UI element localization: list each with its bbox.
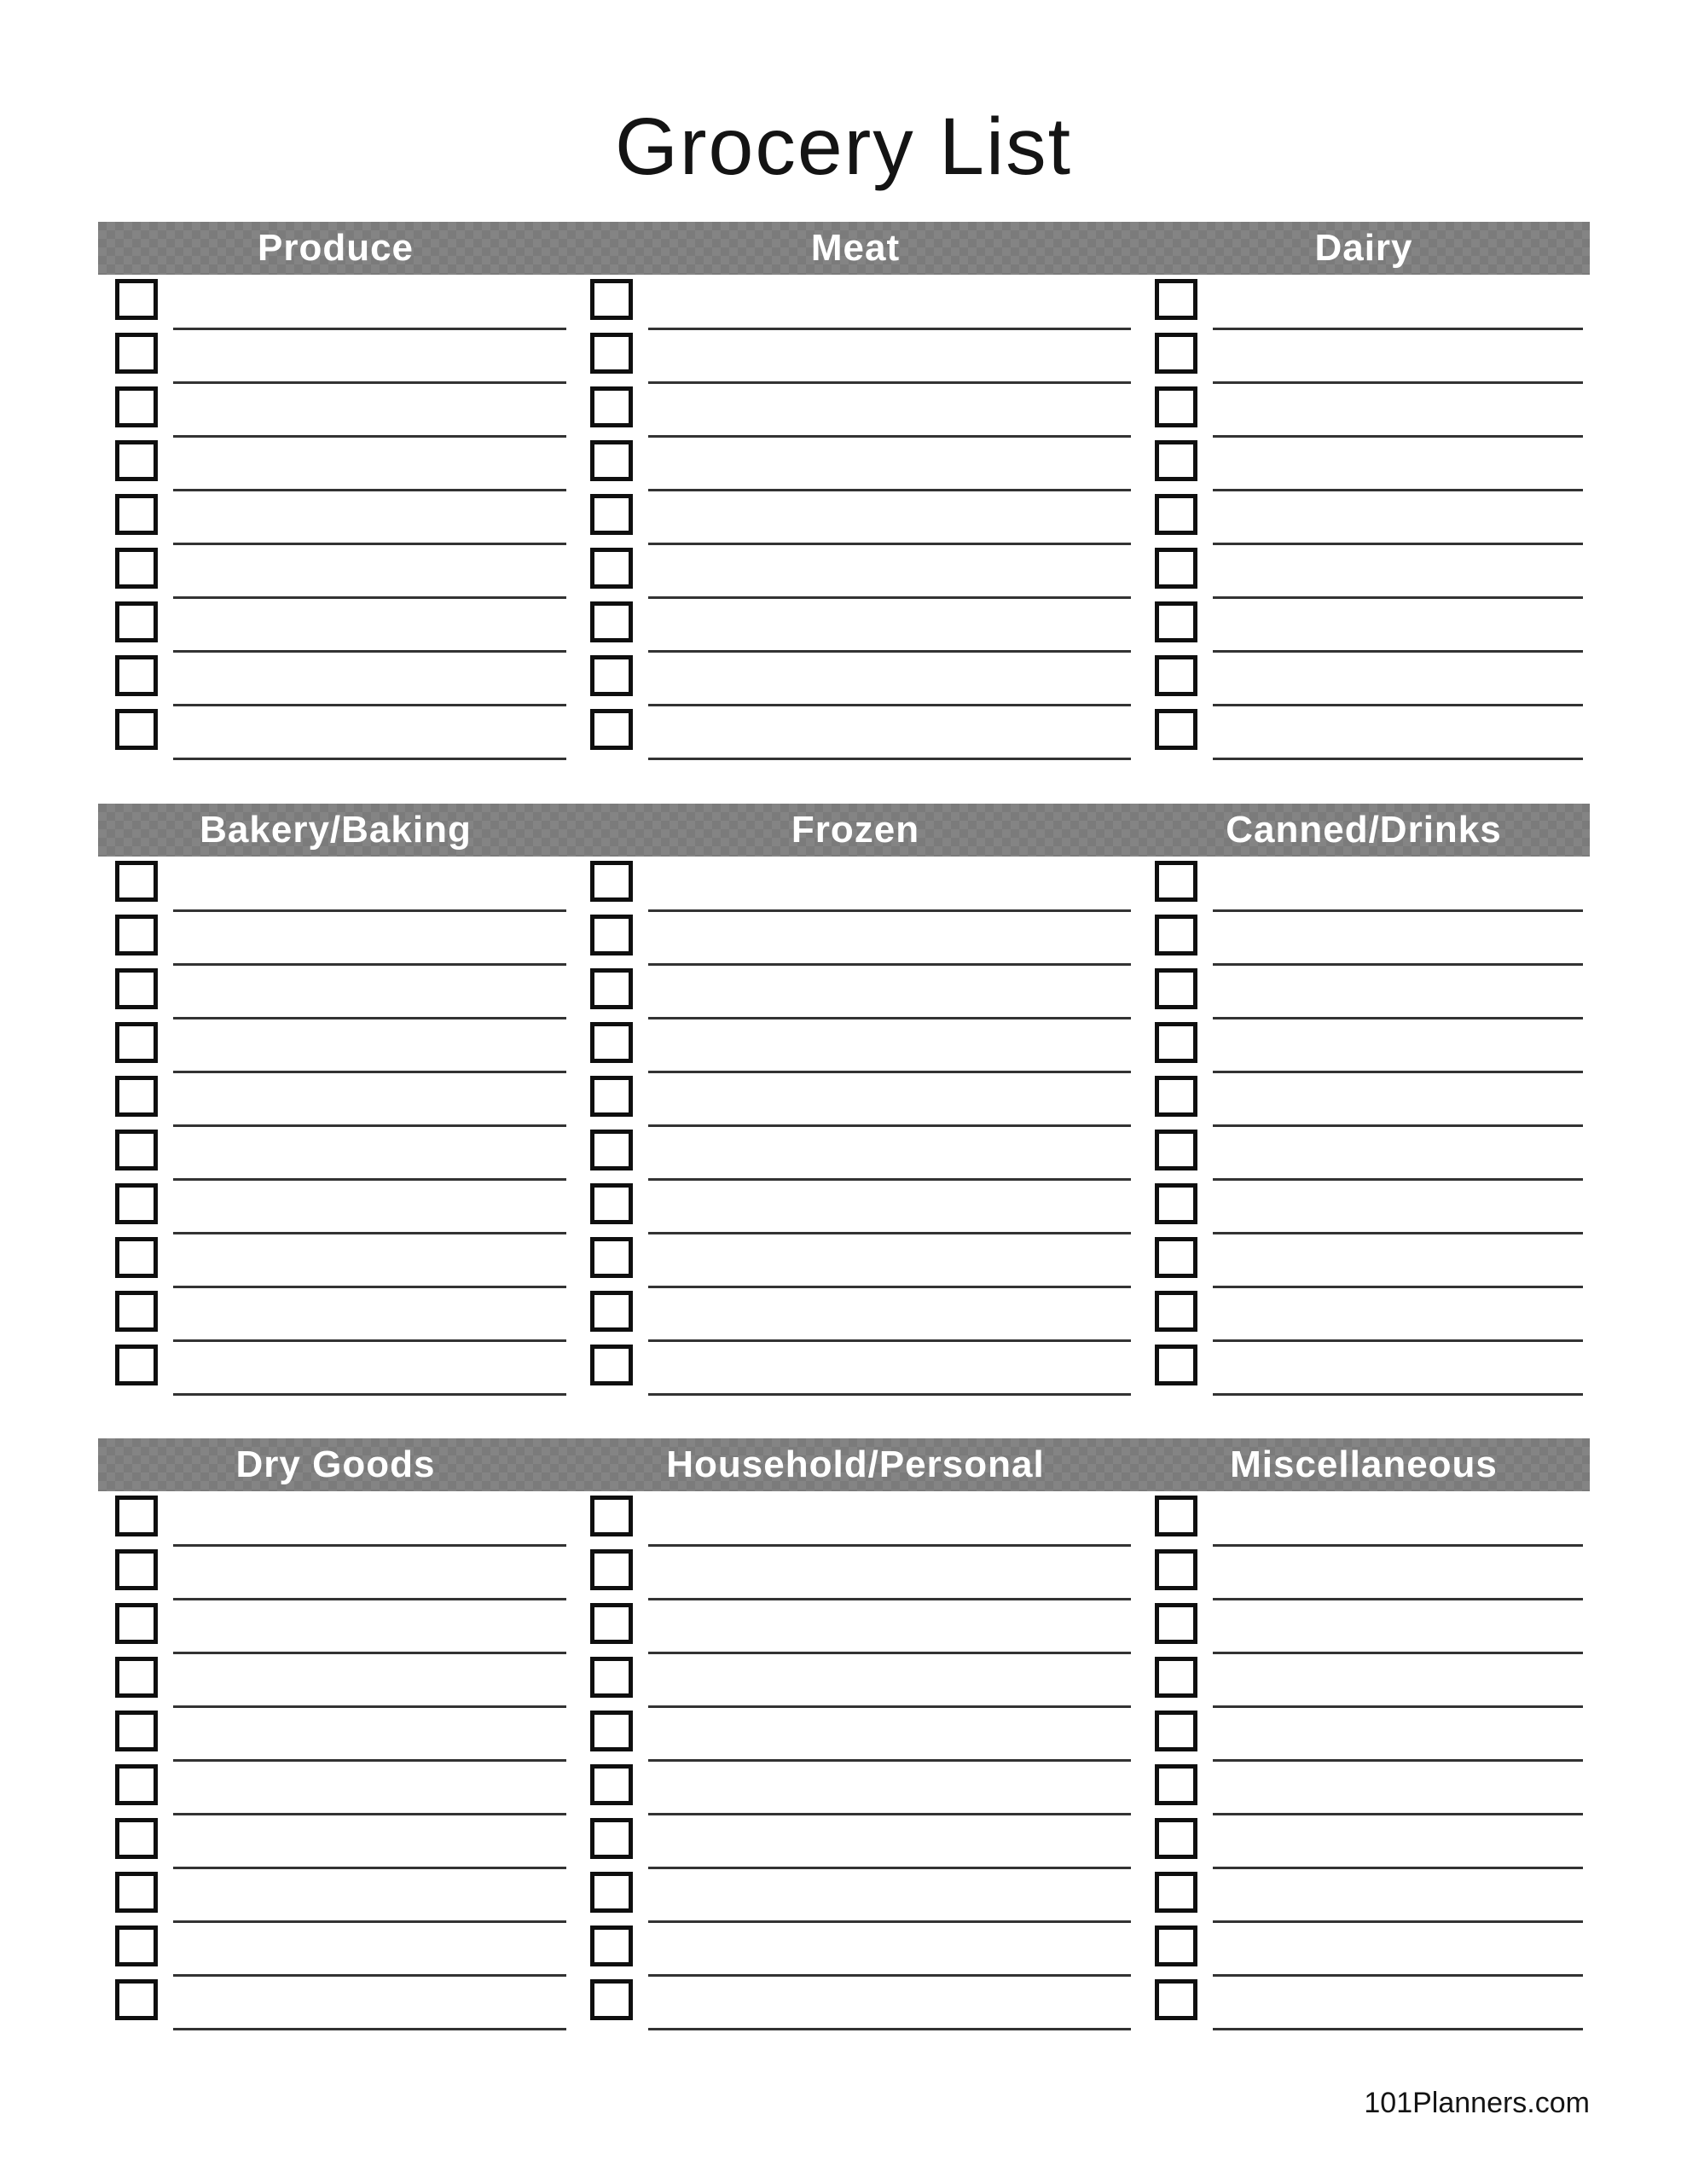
item-write-line[interactable] xyxy=(648,758,1131,760)
item-write-line[interactable] xyxy=(1213,381,1583,384)
item-checkbox[interactable] xyxy=(115,655,158,696)
item-checkbox[interactable] xyxy=(115,1183,158,1224)
item-write-line[interactable] xyxy=(648,1071,1131,1073)
item-write-line[interactable] xyxy=(648,1867,1131,1869)
item-checkbox[interactable] xyxy=(1155,386,1197,427)
list-item-row xyxy=(1138,1872,1590,1926)
item-checkbox[interactable] xyxy=(1155,279,1197,320)
list-item-row xyxy=(98,1291,573,1345)
list-item-row xyxy=(98,279,573,333)
item-checkbox[interactable] xyxy=(115,386,158,427)
list-item-row xyxy=(98,915,573,968)
list-item-row xyxy=(573,1237,1138,1291)
section xyxy=(98,222,1590,763)
item-checkbox[interactable] xyxy=(590,1130,633,1170)
list-item-row xyxy=(1138,1926,1590,1979)
item-checkbox[interactable] xyxy=(590,386,633,427)
item-checkbox[interactable] xyxy=(1155,1764,1197,1805)
item-write-line[interactable] xyxy=(173,1598,566,1600)
item-checkbox[interactable] xyxy=(115,440,158,481)
item-checkbox[interactable] xyxy=(115,861,158,902)
item-checkbox[interactable] xyxy=(115,1926,158,1966)
item-checkbox[interactable] xyxy=(590,1237,633,1278)
item-checkbox[interactable] xyxy=(115,1549,158,1590)
item-write-line[interactable] xyxy=(648,2028,1131,2030)
list-item-row xyxy=(1138,655,1590,709)
item-checkbox[interactable] xyxy=(590,709,633,750)
item-write-line[interactable] xyxy=(173,1393,566,1396)
list-item-row xyxy=(98,1549,573,1603)
item-checkbox[interactable] xyxy=(590,1496,633,1536)
item-checkbox[interactable] xyxy=(115,1818,158,1859)
list-item-row xyxy=(573,709,1138,763)
item-checkbox[interactable] xyxy=(1155,1549,1197,1590)
item-write-line[interactable] xyxy=(648,435,1131,438)
list-item-row xyxy=(1138,601,1590,655)
item-write-line[interactable] xyxy=(1213,1124,1583,1127)
item-write-line[interactable] xyxy=(648,1017,1131,1019)
item-write-line[interactable] xyxy=(1213,1705,1583,1708)
item-checkbox[interactable] xyxy=(1155,968,1197,1009)
list-item-row xyxy=(573,1657,1138,1711)
item-write-line[interactable] xyxy=(1213,1974,1583,1977)
item-write-line[interactable] xyxy=(1213,435,1583,438)
list-item-row xyxy=(98,1818,573,1872)
item-checkbox[interactable] xyxy=(590,1291,633,1332)
list-item-row xyxy=(1138,968,1590,1022)
list-item-row xyxy=(573,1130,1138,1183)
item-write-line[interactable] xyxy=(1213,963,1583,966)
item-write-line[interactable] xyxy=(1213,1867,1583,1869)
item-checkbox[interactable] xyxy=(115,1657,158,1698)
item-checkbox[interactable] xyxy=(1155,440,1197,481)
category-header: Bakery/Baking xyxy=(200,809,472,851)
list-item-row xyxy=(1138,333,1590,386)
list-item-row xyxy=(1138,1979,1590,2033)
list-item-row xyxy=(98,709,573,763)
item-checkbox[interactable] xyxy=(1155,1657,1197,1698)
list-item-row xyxy=(98,601,573,655)
item-write-line[interactable] xyxy=(648,489,1131,491)
list-item-row xyxy=(573,1183,1138,1237)
list-item-row xyxy=(573,915,1138,968)
list-item-row xyxy=(1138,1549,1590,1603)
list-item-row xyxy=(98,1345,573,1398)
list-item-row xyxy=(1138,386,1590,440)
item-write-line[interactable] xyxy=(173,1544,566,1547)
item-write-line[interactable] xyxy=(1213,758,1583,760)
section-header-bar xyxy=(98,1438,1590,1491)
list-item-row xyxy=(573,1764,1138,1818)
item-checkbox[interactable] xyxy=(1155,1345,1197,1385)
item-checkbox[interactable] xyxy=(590,279,633,320)
item-write-line[interactable] xyxy=(1213,543,1583,545)
item-write-line[interactable] xyxy=(1213,1759,1583,1762)
list-item-row xyxy=(1138,1345,1590,1398)
list-item-row xyxy=(573,601,1138,655)
item-write-line[interactable] xyxy=(173,381,566,384)
item-write-line[interactable] xyxy=(173,963,566,966)
item-write-line[interactable] xyxy=(1213,1813,1583,1815)
list-item-row xyxy=(1138,1818,1590,1872)
list-item-row xyxy=(98,1926,573,1979)
item-write-line[interactable] xyxy=(173,1705,566,1708)
item-checkbox[interactable] xyxy=(590,1926,633,1966)
list-item-row xyxy=(98,968,573,1022)
item-write-line[interactable] xyxy=(173,1974,566,1977)
item-write-line[interactable] xyxy=(1213,1017,1583,1019)
list-item-row xyxy=(98,440,573,494)
item-write-line[interactable] xyxy=(648,1232,1131,1234)
item-checkbox[interactable] xyxy=(115,1345,158,1385)
list-item-row xyxy=(98,1022,573,1076)
item-checkbox[interactable] xyxy=(115,279,158,320)
item-write-line[interactable] xyxy=(1213,1544,1583,1547)
category-column xyxy=(98,861,573,1398)
item-checkbox[interactable] xyxy=(590,1979,633,2020)
list-item-row xyxy=(98,1130,573,1183)
section-header-bar xyxy=(98,804,1590,857)
item-checkbox[interactable] xyxy=(115,1496,158,1536)
item-write-line[interactable] xyxy=(648,381,1131,384)
item-checkbox[interactable] xyxy=(590,548,633,589)
list-item-row xyxy=(573,386,1138,440)
item-checkbox[interactable] xyxy=(1155,1237,1197,1278)
list-item-row xyxy=(573,494,1138,548)
list-item-row xyxy=(573,968,1138,1022)
item-write-line[interactable] xyxy=(173,1339,566,1342)
list-item-row xyxy=(1138,1603,1590,1657)
item-checkbox[interactable] xyxy=(1155,1183,1197,1224)
item-checkbox[interactable] xyxy=(1155,1076,1197,1117)
item-checkbox[interactable] xyxy=(590,1764,633,1805)
list-item-row xyxy=(98,655,573,709)
item-write-line[interactable] xyxy=(173,1071,566,1073)
section xyxy=(98,1438,1590,2033)
item-write-line[interactable] xyxy=(173,758,566,760)
item-write-line[interactable] xyxy=(173,1920,566,1923)
item-write-line[interactable] xyxy=(1213,1178,1583,1181)
item-write-line[interactable] xyxy=(173,1813,566,1815)
list-item-row xyxy=(98,333,573,386)
list-item-row xyxy=(1138,861,1590,915)
item-write-line[interactable] xyxy=(1213,1339,1583,1342)
item-write-line[interactable] xyxy=(648,1598,1131,1600)
item-write-line[interactable] xyxy=(173,1178,566,1181)
list-item-row xyxy=(98,1076,573,1130)
item-write-line[interactable] xyxy=(648,1759,1131,1762)
item-checkbox[interactable] xyxy=(1155,1022,1197,1063)
category-columns xyxy=(98,1491,1590,2033)
list-item-row xyxy=(1138,1076,1590,1130)
item-checkbox[interactable] xyxy=(590,333,633,374)
list-item-row xyxy=(98,548,573,601)
list-item-row xyxy=(573,548,1138,601)
item-write-line[interactable] xyxy=(648,596,1131,599)
list-item-row xyxy=(98,1603,573,1657)
list-item-row xyxy=(98,386,573,440)
item-checkbox[interactable] xyxy=(1155,709,1197,750)
list-item-row xyxy=(98,1711,573,1764)
list-item-row xyxy=(573,1345,1138,1398)
list-item-row xyxy=(573,1496,1138,1549)
item-write-line[interactable] xyxy=(648,328,1131,330)
item-checkbox[interactable] xyxy=(115,915,158,956)
category-header: Produce xyxy=(257,227,415,269)
list-item-row xyxy=(98,1872,573,1926)
category-header: Canned/Drinks xyxy=(1226,809,1502,851)
item-write-line[interactable] xyxy=(173,704,566,706)
list-item-row xyxy=(1138,279,1590,333)
item-checkbox[interactable] xyxy=(115,1979,158,2020)
list-item-row xyxy=(1138,1657,1590,1711)
list-item-row xyxy=(573,655,1138,709)
category-header: Miscellaneous xyxy=(1230,1443,1498,1485)
item-write-line[interactable] xyxy=(173,543,566,545)
item-write-line[interactable] xyxy=(173,1232,566,1234)
item-write-line[interactable] xyxy=(648,704,1131,706)
list-item-row xyxy=(573,1818,1138,1872)
item-write-line[interactable] xyxy=(173,650,566,653)
item-checkbox[interactable] xyxy=(590,440,633,481)
item-write-line[interactable] xyxy=(173,596,566,599)
item-checkbox[interactable] xyxy=(590,915,633,956)
item-checkbox[interactable] xyxy=(590,655,633,696)
item-write-line[interactable] xyxy=(648,1286,1131,1288)
item-write-line[interactable] xyxy=(173,328,566,330)
item-write-line[interactable] xyxy=(648,650,1131,653)
list-item-row xyxy=(98,494,573,548)
item-checkbox[interactable] xyxy=(1155,1926,1197,1966)
item-checkbox[interactable] xyxy=(590,494,633,535)
list-item-row xyxy=(1138,548,1590,601)
item-checkbox[interactable] xyxy=(115,548,158,589)
item-checkbox[interactable] xyxy=(1155,1711,1197,1751)
footer-site-text: 101Planners.com xyxy=(1364,2087,1590,2119)
category-header: Meat xyxy=(810,227,901,269)
item-write-line[interactable] xyxy=(1213,1286,1583,1288)
category-column xyxy=(573,861,1138,1398)
item-write-line[interactable] xyxy=(173,489,566,491)
item-checkbox[interactable] xyxy=(115,1711,158,1751)
list-item-row xyxy=(573,1076,1138,1130)
item-write-line[interactable] xyxy=(1213,1232,1583,1234)
item-checkbox[interactable] xyxy=(1155,1291,1197,1332)
item-write-line[interactable] xyxy=(1213,1598,1583,1600)
item-checkbox[interactable] xyxy=(590,1818,633,1859)
section-header-bar xyxy=(98,222,1590,275)
item-checkbox[interactable] xyxy=(1155,1130,1197,1170)
category-header: Frozen xyxy=(791,809,920,851)
item-write-line[interactable] xyxy=(173,1652,566,1654)
item-checkbox[interactable] xyxy=(1155,1872,1197,1913)
item-checkbox[interactable] xyxy=(590,1022,633,1063)
item-checkbox[interactable] xyxy=(115,968,158,1009)
item-checkbox[interactable] xyxy=(590,1657,633,1698)
item-write-line[interactable] xyxy=(1213,1393,1583,1396)
list-item-row xyxy=(1138,1291,1590,1345)
item-checkbox[interactable] xyxy=(115,1237,158,1278)
item-checkbox[interactable] xyxy=(590,1183,633,1224)
item-checkbox[interactable] xyxy=(115,1764,158,1805)
list-item-row xyxy=(573,279,1138,333)
item-write-line[interactable] xyxy=(173,435,566,438)
item-checkbox[interactable] xyxy=(590,1076,633,1117)
list-item-row xyxy=(1138,1022,1590,1076)
category-column xyxy=(98,279,573,763)
item-write-line[interactable] xyxy=(1213,1652,1583,1654)
item-checkbox[interactable] xyxy=(1155,601,1197,642)
item-write-line[interactable] xyxy=(1213,909,1583,912)
item-write-line[interactable] xyxy=(648,1813,1131,1815)
item-write-line[interactable] xyxy=(648,963,1131,966)
list-item-row xyxy=(98,1657,573,1711)
item-checkbox[interactable] xyxy=(1155,548,1197,589)
list-item-row xyxy=(1138,440,1590,494)
list-item-row xyxy=(1138,494,1590,548)
category-header: Dry Goods xyxy=(235,1443,436,1485)
item-write-line[interactable] xyxy=(173,909,566,912)
item-write-line[interactable] xyxy=(1213,328,1583,330)
item-checkbox[interactable] xyxy=(115,1291,158,1332)
section xyxy=(98,804,1590,1398)
item-checkbox[interactable] xyxy=(1155,861,1197,902)
list-item-row xyxy=(1138,1130,1590,1183)
item-write-line[interactable] xyxy=(173,2028,566,2030)
item-checkbox[interactable] xyxy=(590,968,633,1009)
item-checkbox[interactable] xyxy=(115,1076,158,1117)
item-write-line[interactable] xyxy=(648,1393,1131,1396)
list-item-row xyxy=(573,1022,1138,1076)
category-column xyxy=(573,279,1138,763)
list-item-row xyxy=(98,1979,573,2033)
list-item-row xyxy=(573,440,1138,494)
list-item-row xyxy=(573,333,1138,386)
item-checkbox[interactable] xyxy=(115,1130,158,1170)
item-write-line[interactable] xyxy=(648,1920,1131,1923)
list-item-row xyxy=(573,1926,1138,1979)
item-write-line[interactable] xyxy=(648,1178,1131,1181)
list-item-row xyxy=(1138,1183,1590,1237)
category-column xyxy=(1138,279,1590,763)
item-checkbox[interactable] xyxy=(115,601,158,642)
item-checkbox[interactable] xyxy=(1155,1979,1197,2020)
list-item-row xyxy=(98,1496,573,1549)
item-checkbox[interactable] xyxy=(590,601,633,642)
item-checkbox[interactable] xyxy=(1155,494,1197,535)
category-column xyxy=(98,1496,573,2033)
item-write-line[interactable] xyxy=(648,1339,1131,1342)
item-write-line[interactable] xyxy=(173,1017,566,1019)
list-item-row xyxy=(1138,1764,1590,1818)
item-checkbox[interactable] xyxy=(1155,1603,1197,1644)
item-write-line[interactable] xyxy=(173,1867,566,1869)
list-item-row xyxy=(1138,1496,1590,1549)
item-checkbox[interactable] xyxy=(590,1345,633,1385)
list-item-row xyxy=(98,861,573,915)
item-write-line[interactable] xyxy=(648,1124,1131,1127)
list-item-row xyxy=(1138,709,1590,763)
item-checkbox[interactable] xyxy=(115,1603,158,1644)
item-checkbox[interactable] xyxy=(1155,915,1197,956)
list-item-row xyxy=(98,1764,573,1818)
list-item-row xyxy=(573,1603,1138,1657)
item-write-line[interactable] xyxy=(1213,596,1583,599)
list-item-row xyxy=(573,1979,1138,2033)
item-checkbox[interactable] xyxy=(115,494,158,535)
item-write-line[interactable] xyxy=(648,1974,1131,1977)
item-write-line[interactable] xyxy=(1213,1071,1583,1073)
item-write-line[interactable] xyxy=(173,1124,566,1127)
item-checkbox[interactable] xyxy=(590,1549,633,1590)
category-columns xyxy=(98,857,1590,1398)
list-item-row xyxy=(1138,1711,1590,1764)
item-write-line[interactable] xyxy=(1213,650,1583,653)
item-checkbox[interactable] xyxy=(115,709,158,750)
item-checkbox[interactable] xyxy=(1155,1818,1197,1859)
item-write-line[interactable] xyxy=(648,1652,1131,1654)
item-write-line[interactable] xyxy=(1213,2028,1583,2030)
list-item-row xyxy=(573,861,1138,915)
list-item-row xyxy=(573,1549,1138,1603)
item-checkbox[interactable] xyxy=(115,333,158,374)
category-columns xyxy=(98,275,1590,763)
item-write-line[interactable] xyxy=(648,1544,1131,1547)
list-item-row xyxy=(573,1711,1138,1764)
category-header: Household/Personal xyxy=(666,1443,1045,1485)
item-write-line[interactable] xyxy=(1213,489,1583,491)
item-write-line[interactable] xyxy=(173,1286,566,1288)
item-checkbox[interactable] xyxy=(590,1872,633,1913)
list-item-row xyxy=(573,1291,1138,1345)
item-checkbox[interactable] xyxy=(115,1872,158,1913)
item-write-line[interactable] xyxy=(648,909,1131,912)
list-item-row xyxy=(573,1872,1138,1926)
list-item-row xyxy=(98,1237,573,1291)
item-checkbox[interactable] xyxy=(115,1022,158,1063)
item-checkbox[interactable] xyxy=(590,1603,633,1644)
item-write-line[interactable] xyxy=(648,543,1131,545)
category-column xyxy=(1138,861,1590,1398)
item-write-line[interactable] xyxy=(173,1759,566,1762)
page-title: Grocery List xyxy=(614,102,1073,192)
item-checkbox[interactable] xyxy=(590,861,633,902)
list-item-row xyxy=(98,1183,573,1237)
list-item-row xyxy=(1138,915,1590,968)
item-checkbox[interactable] xyxy=(1155,1496,1197,1536)
list-item-row xyxy=(1138,1237,1590,1291)
category-column xyxy=(573,1496,1138,2033)
item-checkbox[interactable] xyxy=(590,1711,633,1751)
category-header: Dairy xyxy=(1314,227,1413,269)
item-write-line[interactable] xyxy=(648,1705,1131,1708)
item-write-line[interactable] xyxy=(1213,1920,1583,1923)
category-column xyxy=(1138,1496,1590,2033)
item-checkbox[interactable] xyxy=(1155,333,1197,374)
item-write-line[interactable] xyxy=(1213,704,1583,706)
item-checkbox[interactable] xyxy=(1155,655,1197,696)
